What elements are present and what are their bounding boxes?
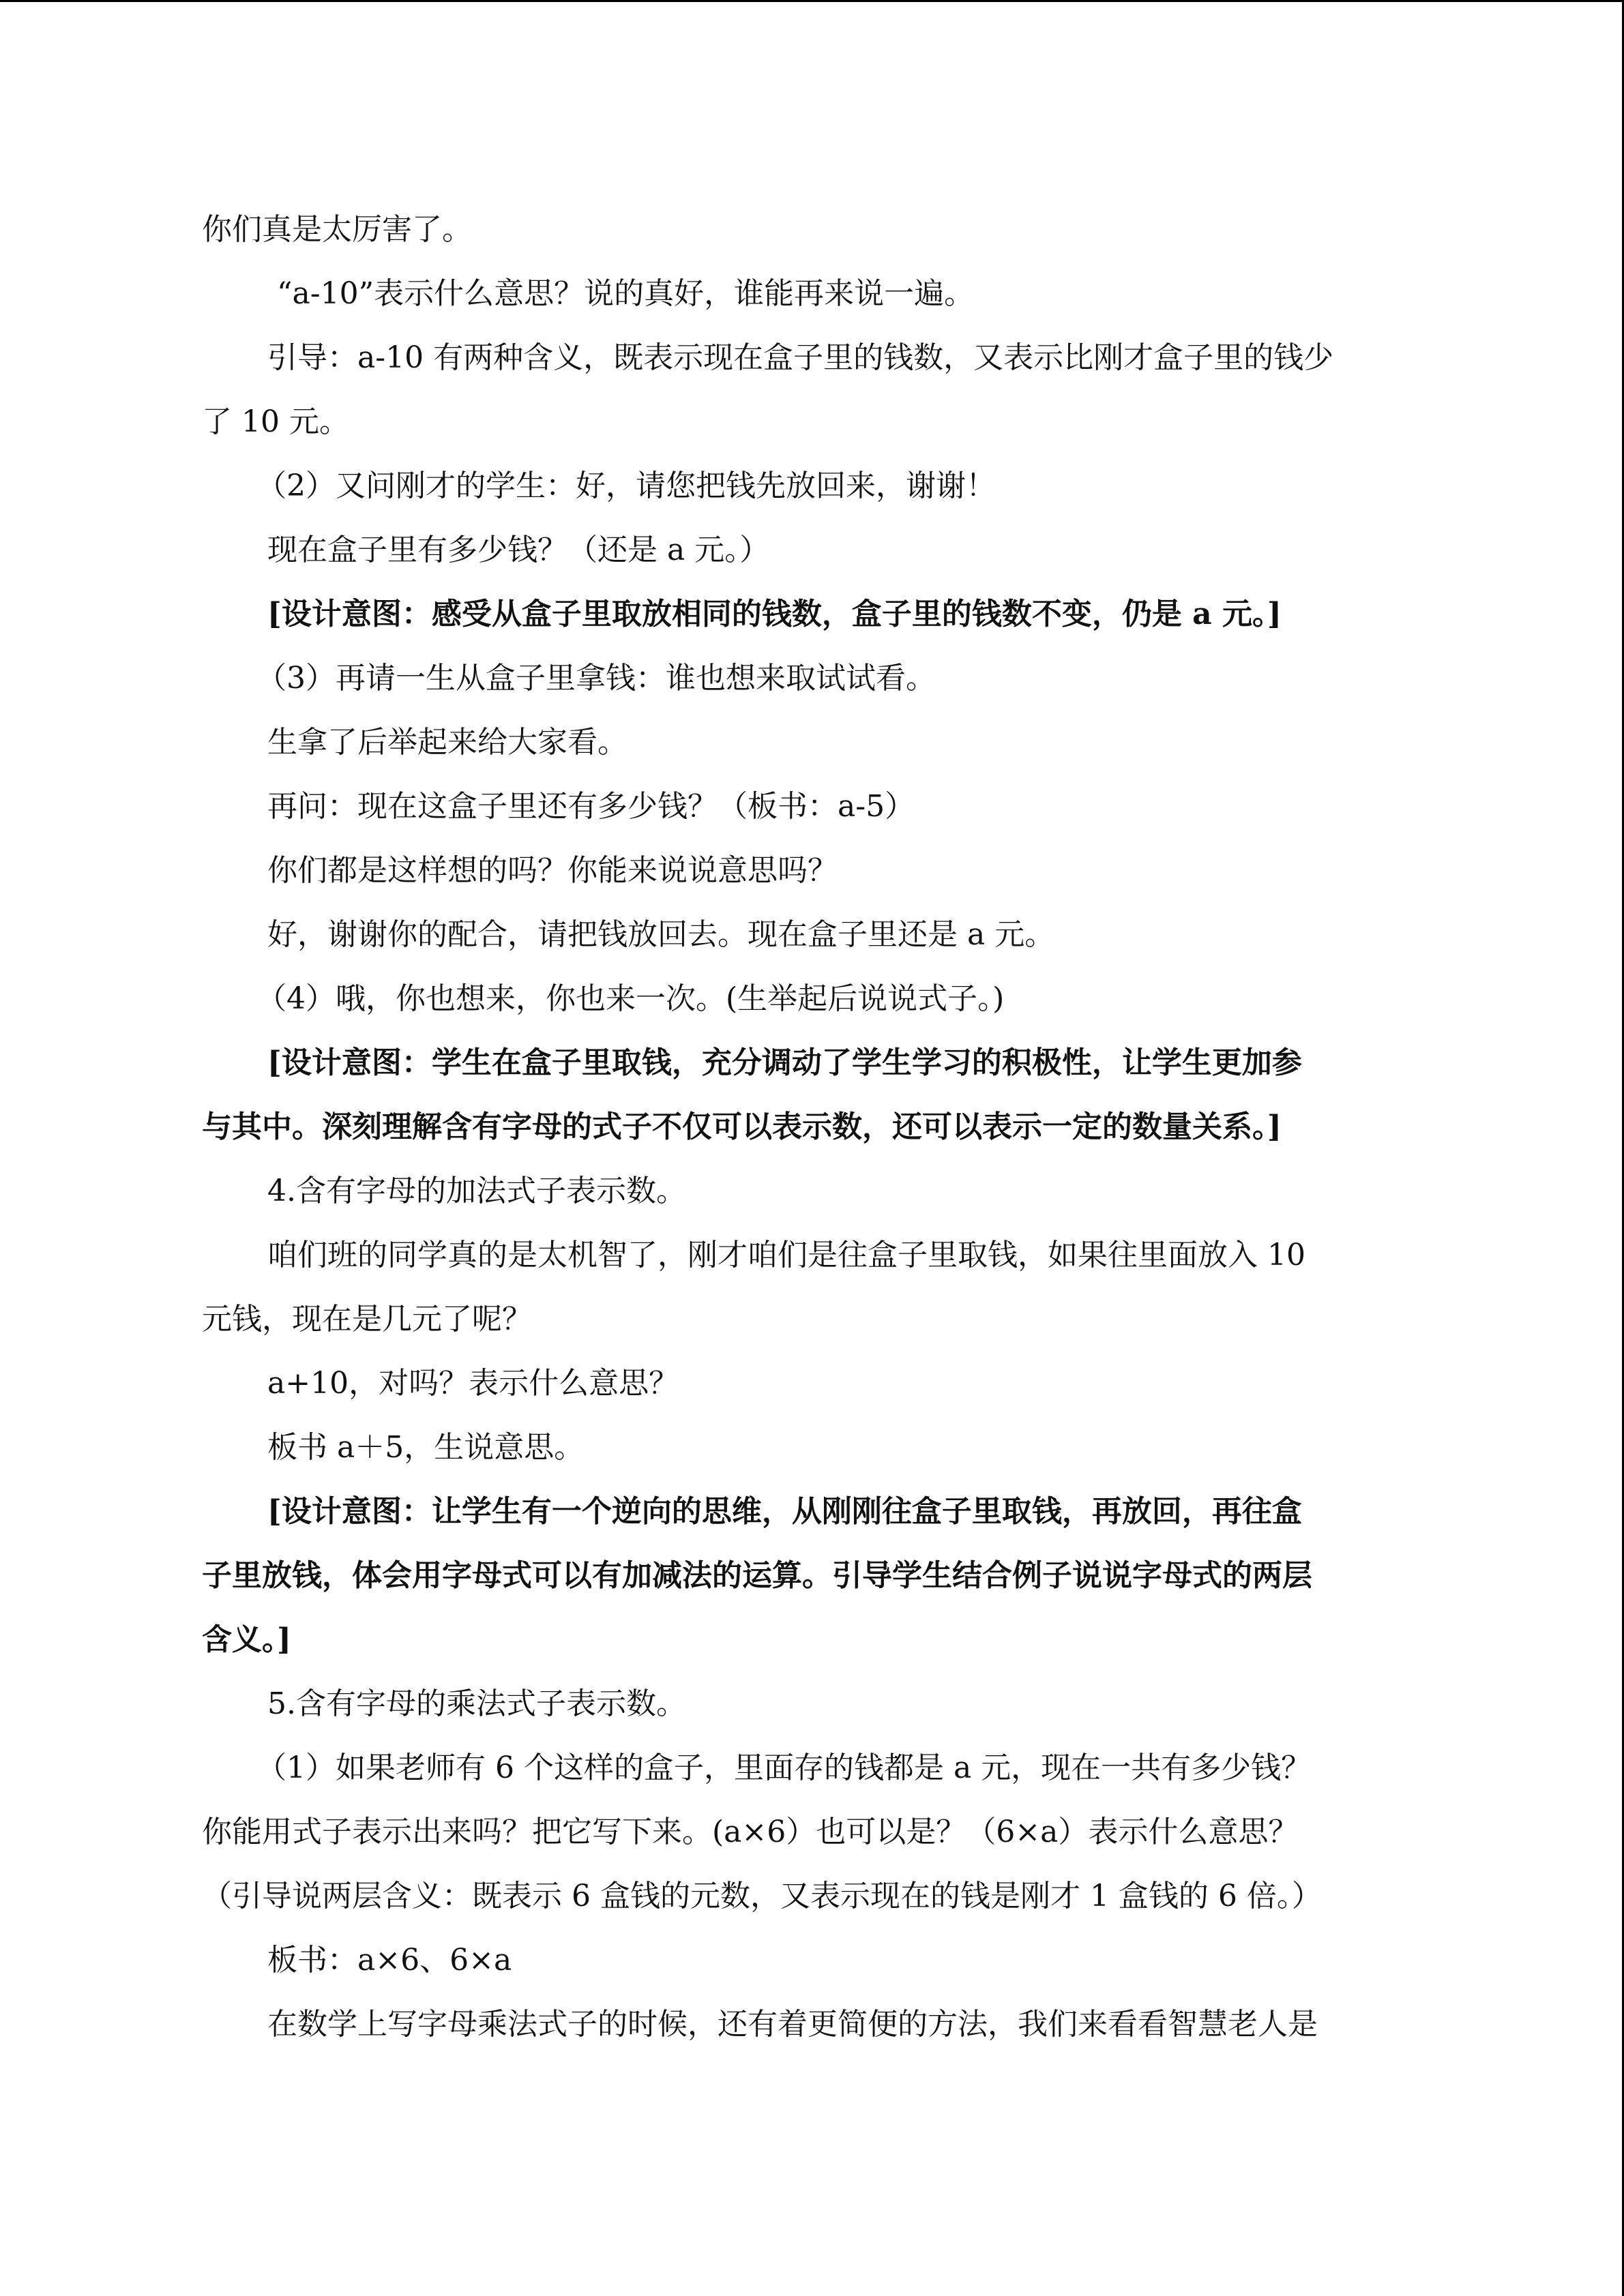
section-heading-4	[202, 1159, 1423, 1223]
text-line: 了 10 元。	[202, 404, 349, 439]
text-line: （2）又问刚才的学生：好，请您把钱先放回来，谢谢！	[256, 468, 996, 503]
paragraph-12	[202, 967, 1423, 1031]
text-line: 元钱，现在是几元了呢？	[202, 1302, 532, 1337]
paragraph-7	[202, 646, 1423, 711]
paragraph-10	[202, 839, 1423, 903]
text-line: 引导：a-10 有两种含义，既表示现在盒子里的钱数，又表示比刚才盒子里的钱少	[267, 340, 1334, 375]
section-heading-5	[202, 1672, 1423, 1736]
text-line: 咱们班的同学真的是太机智了，刚才咱们是往盒子里取钱，如果往里面放入 10	[267, 1238, 1305, 1272]
text-line: 子里放钱，体会用字母式可以有加减法的运算。引导学生结合例子说说字母式的两层	[202, 1558, 1312, 1593]
page-top-border	[0, 0, 1624, 2]
paragraph-4	[202, 454, 1423, 518]
text-line: [设计意图：让学生有一个逆向的思维，从刚刚往盒子里取钱，再放回，再往盒	[267, 1494, 1302, 1529]
text-line: [设计意图：感受从盒子里取放相同的钱数，盒子里的钱数不变，仍是 a 元。]	[267, 597, 1282, 631]
text-line: 现在盒子里有多少钱？（还是 a 元。）	[267, 533, 770, 567]
paragraph-16	[202, 1352, 1423, 1416]
paragraph-22	[202, 1993, 1423, 2057]
paragraph-9	[202, 775, 1423, 839]
text-line: 与其中。深刻理解含有字母的式子不仅可以表示数，还可以表示一定的数量关系。]	[202, 1109, 1282, 1144]
paragraph-1	[202, 198, 1423, 262]
document-body	[202, 198, 1423, 2057]
design-intent-3	[202, 1480, 1423, 1672]
text-line: （1）如果老师有 6 个这样的盒子，里面存的钱都是 a 元，现在一共有多少钱？	[256, 1750, 1312, 1785]
text-line: 板书：a×6、6×a	[267, 1943, 512, 1978]
text-line: （引导说两层含义：既表示 6 盒钱的元数，又表示现在的钱是刚才 1 盒钱的 6 倍。）	[202, 1879, 1322, 1913]
design-intent-2	[202, 1031, 1423, 1159]
text-line: 在数学上写字母乘法式子的时候，还有着更简便的方法，我们来看看智慧老人是	[267, 2007, 1318, 2042]
text-line: 你们都是这样想的吗？你能来说说意思吗？	[267, 853, 838, 888]
text-line: “a-10”表示什么意思？说的真好，谁能再来说一遍。	[277, 276, 975, 311]
text-line: （3）再请一生从盒子里拿钱：谁也想来取试试看。	[256, 661, 936, 696]
text-line: a+10，对吗？表示什么意思？	[267, 1366, 679, 1401]
text-line: 好，谢谢你的配合，请把钱放回去。现在盒子里还是 a 元。	[267, 917, 1055, 952]
text-line: 你能用式子表示出来吗？把它写下来。(a×6）也可以是？（6×a）表示什么意思？	[202, 1815, 1299, 1849]
text-line: （4）哦，你也想来，你也来一次。(生举起后说说式子。)	[256, 981, 1005, 1016]
text-line: 5.含有字母的乘法式子表示数。	[267, 1686, 686, 1721]
design-intent-1	[202, 582, 1423, 646]
paragraph-5	[202, 518, 1423, 582]
text-line: 你们真是太厉害了。	[202, 212, 472, 247]
text-line: 4.含有字母的加法式子表示数。	[267, 1174, 686, 1208]
text-line: 含义。]	[202, 1622, 291, 1657]
text-line: 板书 a＋5，生说意思。	[267, 1430, 585, 1465]
paragraph-15	[202, 1223, 1423, 1352]
paragraph-11	[202, 903, 1423, 967]
paragraph-8	[202, 711, 1423, 775]
paragraph-17	[202, 1416, 1423, 1480]
text-line: 生拿了后举起来给大家看。	[267, 725, 628, 760]
paragraph-3	[202, 326, 1423, 454]
paragraph-20	[202, 1736, 1423, 1928]
paragraph-2	[202, 262, 1423, 326]
paragraph-21	[202, 1928, 1423, 1993]
text-line: 再问：现在这盒子里还有多少钱？（板书：a-5）	[267, 789, 915, 824]
text-line: [设计意图：学生在盒子里取钱，充分调动了学生学习的积极性，让学生更加参	[267, 1045, 1302, 1080]
